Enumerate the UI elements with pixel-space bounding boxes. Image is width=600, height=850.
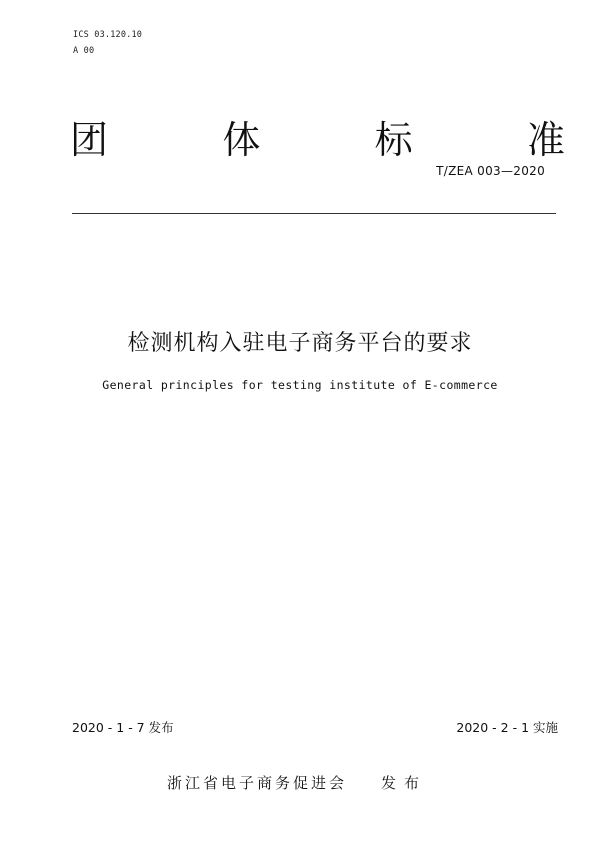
standard-number: T/ZEA 003—2020: [436, 164, 545, 178]
header-divider: [72, 213, 556, 214]
issue-date: 2020 - 1 - 7 发布: [72, 720, 174, 735]
standard-type-char: 标: [374, 118, 413, 162]
implementation-date: 2020 - 2 - 1 实施: [456, 720, 558, 735]
publisher-name: 浙江省电子商务促进会: [167, 774, 348, 792]
standard-type-heading: [70, 116, 565, 164]
standard-type-char: 体: [222, 118, 261, 162]
ccs-code: A 00: [73, 46, 95, 56]
title-chinese: 检测机构入驻电子商务平台的要求: [127, 331, 473, 356]
publisher-line: [167, 772, 427, 793]
title-english: General principles for testing institute of E-commerce: [102, 378, 498, 392]
ics-code: ICS 03.120.10: [73, 30, 143, 40]
standard-type-char: 团: [70, 118, 109, 162]
standard-type-char: 准: [526, 118, 565, 162]
publish-label: 发布: [381, 774, 428, 792]
